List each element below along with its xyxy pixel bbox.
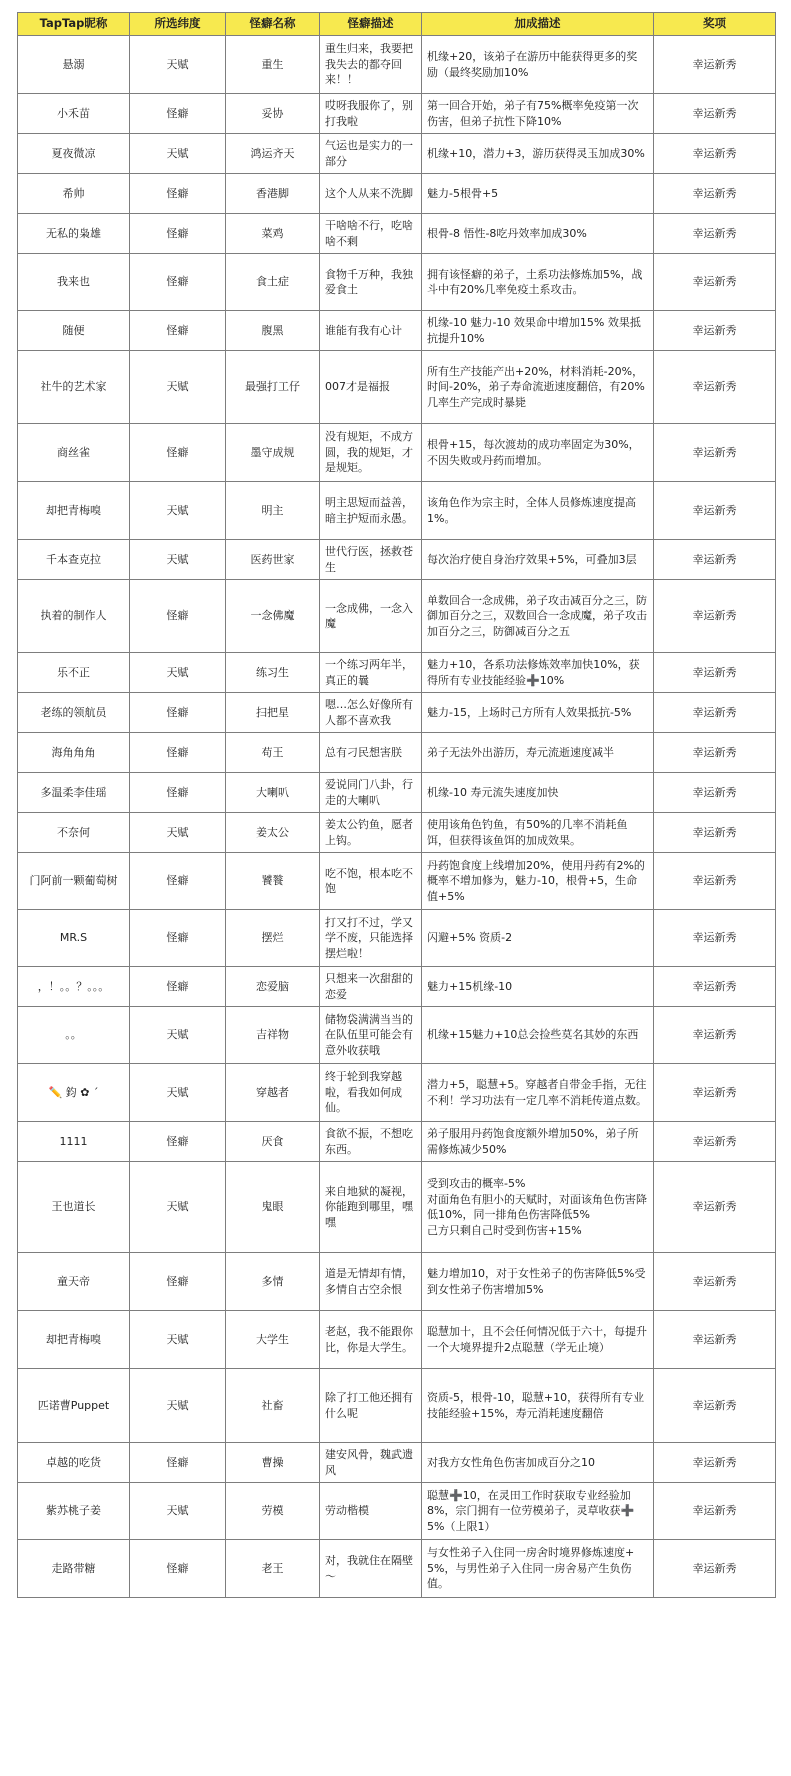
- quirk-description-cell: 谁能有我有心计: [320, 311, 422, 351]
- quirk-description-cell: 哎呀我服你了，别打我啦: [320, 94, 422, 134]
- award-cell: 幸运新秀: [654, 733, 776, 773]
- table-row: [18, 1540, 776, 1598]
- quirk-description-cell: 爱说同门八卦，行走的大喇叭: [320, 773, 422, 813]
- quirk-description-cell: 明主思短而益善，暗主护短而永愚。: [320, 482, 422, 540]
- table-row: [18, 813, 776, 853]
- bonus-description-cell: 魅力增加10，对于女性弟子的伤害降低5%受到女性弟子伤害增加5%: [422, 1253, 654, 1311]
- nickname-cell: 我来也: [18, 254, 130, 311]
- award-cell: 幸运新秀: [654, 1122, 776, 1162]
- table-row: [18, 311, 776, 351]
- table-row: [18, 653, 776, 693]
- bonus-description-cell: 魅力-5根骨+5: [422, 174, 654, 214]
- nickname-cell: ，！。。？。。。: [18, 967, 130, 1007]
- nickname-cell: 乐不正: [18, 653, 130, 693]
- quirk-description-cell: 除了打工他还拥有什么呢: [320, 1369, 422, 1443]
- dimension-cell: 天赋: [130, 351, 226, 424]
- dimension-cell: 怪癖: [130, 580, 226, 653]
- dimension-cell: 怪癖: [130, 1122, 226, 1162]
- award-cell: 幸运新秀: [654, 580, 776, 653]
- award-cell: 幸运新秀: [654, 853, 776, 910]
- nickname-cell: 门阿前一颗葡萄树: [18, 853, 130, 910]
- quirk-description-cell: 一个练习两年半，真正的曩: [320, 653, 422, 693]
- dimension-cell: 怪癖: [130, 1540, 226, 1598]
- nickname-cell: 海角角角: [18, 733, 130, 773]
- bonus-description-cell: 闪避+5% 资质-2: [422, 910, 654, 967]
- bonus-description-cell: 弟子服用丹药饱食度额外增加50%，弟子所需修炼减少50%: [422, 1122, 654, 1162]
- award-cell: 幸运新秀: [654, 1540, 776, 1598]
- nickname-cell: 却把青梅嗅: [18, 482, 130, 540]
- quirk-description-cell: 姜太公钓鱼，愿者上钩。: [320, 813, 422, 853]
- table-row: [18, 1007, 776, 1064]
- bonus-description-cell: 使用该角色钓鱼，有50%的几率不消耗鱼饵，但获得该鱼饵的加成效果。: [422, 813, 654, 853]
- table-row: [18, 1162, 776, 1253]
- dimension-cell: 怪癖: [130, 94, 226, 134]
- dimension-cell: 怪癖: [130, 1443, 226, 1483]
- nickname-cell: 商丝雀: [18, 424, 130, 482]
- quirk-name-cell: 多情: [226, 1253, 320, 1311]
- quirk-name-cell: 大学生: [226, 1311, 320, 1369]
- table-body: [18, 36, 776, 1598]
- quirk-name-cell: 厌食: [226, 1122, 320, 1162]
- nickname-cell: 千本查克拉: [18, 540, 130, 580]
- dimension-cell: 怪癖: [130, 853, 226, 910]
- quirk-description-cell: 干啥啥不行，吃啥啥不剩: [320, 214, 422, 254]
- quirk-description-cell: 气运也是实力的一部分: [320, 134, 422, 174]
- dimension-cell: 天赋: [130, 540, 226, 580]
- header-award: 奖项: [654, 13, 776, 36]
- nickname-cell: 老练的领航员: [18, 693, 130, 733]
- table-row: [18, 1064, 776, 1122]
- bonus-description-cell: 魅力-15，上场时己方所有人效果抵抗-5%: [422, 693, 654, 733]
- bonus-description-cell: 与女性弟子入住同一房舍时境界修炼速度+5%，与男性弟子入住同一房舍易产生负伤值。: [422, 1540, 654, 1598]
- nickname-cell: 。。: [18, 1007, 130, 1064]
- quirk-name-cell: 医药世家: [226, 540, 320, 580]
- bonus-description-cell: 机缘+20，该弟子在游历中能获得更多的奖励（最终奖励加10%: [422, 36, 654, 94]
- table-row: [18, 580, 776, 653]
- table-row: [18, 967, 776, 1007]
- dimension-cell: 天赋: [130, 1064, 226, 1122]
- quirk-name-cell: 扫把星: [226, 693, 320, 733]
- quirk-description-cell: 道是无情却有情，多情自古空余恨: [320, 1253, 422, 1311]
- award-cell: 幸运新秀: [654, 910, 776, 967]
- quirk-description-cell: 老赵，我不能跟你比，你是大学生。: [320, 1311, 422, 1369]
- table-row: [18, 254, 776, 311]
- quirk-description-cell: 总有刁民想害朕: [320, 733, 422, 773]
- award-cell: 幸运新秀: [654, 482, 776, 540]
- dimension-cell: 天赋: [130, 653, 226, 693]
- table-row: [18, 94, 776, 134]
- table-row: [18, 853, 776, 910]
- award-cell: 幸运新秀: [654, 540, 776, 580]
- dimension-cell: 怪癖: [130, 1253, 226, 1311]
- bonus-description-cell: 第一回合开始，弟子有75%概率免疫第一次伤害，但弟子抗性下降10%: [422, 94, 654, 134]
- table-row: [18, 351, 776, 424]
- quirk-description-cell: 储物袋满满当当的 在队伍里可能会有意外收获哦: [320, 1007, 422, 1064]
- award-cell: 幸运新秀: [654, 174, 776, 214]
- table-row: [18, 733, 776, 773]
- nickname-cell: 执着的制作人: [18, 580, 130, 653]
- dimension-cell: 天赋: [130, 1369, 226, 1443]
- quirk-description-cell: 来自地狱的凝视，你能跑到哪里，嘿嘿: [320, 1162, 422, 1253]
- award-cell: 幸运新秀: [654, 214, 776, 254]
- quirk-name-cell: 苟王: [226, 733, 320, 773]
- dimension-cell: 怪癖: [130, 967, 226, 1007]
- bonus-description-cell: 机缘+15魅力+10总会捡些莫名其妙的东西: [422, 1007, 654, 1064]
- bonus-description-cell: 聪慧➕10，在灵田工作时获取专业经验加8%，宗门拥有一位劳模弟子，灵草收获➕5%（上限1）: [422, 1483, 654, 1540]
- nickname-cell: 走路带糖: [18, 1540, 130, 1598]
- quirk-description-cell: 终于轮到我穿越啦，看我如何成仙。: [320, 1064, 422, 1122]
- nickname-cell: 童天帝: [18, 1253, 130, 1311]
- dimension-cell: 天赋: [130, 1007, 226, 1064]
- nickname-cell: 社牛的艺术家: [18, 351, 130, 424]
- table-row: [18, 482, 776, 540]
- bonus-description-cell: 机缘-10 魅力-10 效果命中增加15% 效果抵抗提升10%: [422, 311, 654, 351]
- quirk-description-cell: 007才是福报: [320, 351, 422, 424]
- award-cell: 幸运新秀: [654, 1483, 776, 1540]
- quirk-description-cell: 劳动楷模: [320, 1483, 422, 1540]
- award-cell: 幸运新秀: [654, 653, 776, 693]
- nickname-cell: 1111: [18, 1122, 130, 1162]
- dimension-cell: 天赋: [130, 1162, 226, 1253]
- dimension-cell: 怪癖: [130, 773, 226, 813]
- header-bonus-description: 加成描述: [422, 13, 654, 36]
- quirk-name-cell: 香港脚: [226, 174, 320, 214]
- table-row: [18, 214, 776, 254]
- quirk-description-cell: 这个人从来不洗脚: [320, 174, 422, 214]
- award-table: [17, 12, 776, 1598]
- table-row: [18, 910, 776, 967]
- bonus-description-cell: 根骨-8 悟性-8吃丹效率加成30%: [422, 214, 654, 254]
- award-cell: 幸运新秀: [654, 1007, 776, 1064]
- table-row: [18, 540, 776, 580]
- bonus-description-cell: 潜力+5，聪慧+5。穿越者自带金手指，无往不利！学习功法有一定几率不消耗传道点数。: [422, 1064, 654, 1122]
- dimension-cell: 怪癖: [130, 910, 226, 967]
- quirk-name-cell: 重生: [226, 36, 320, 94]
- bonus-description-cell: 弟子无法外出游历，寿元流逝速度减半: [422, 733, 654, 773]
- quirk-name-cell: 曹操: [226, 1443, 320, 1483]
- quirk-description-cell: 对，我就住在隔壁～: [320, 1540, 422, 1598]
- dimension-cell: 怪癖: [130, 733, 226, 773]
- bonus-description-cell: 根骨+15，每次渡劫的成功率固定为30%，不因失败或丹药而增加。: [422, 424, 654, 482]
- nickname-cell: 王也道长: [18, 1162, 130, 1253]
- quirk-description-cell: 食物千万种，我独爱食土: [320, 254, 422, 311]
- quirk-name-cell: 大喇叭: [226, 773, 320, 813]
- bonus-description-cell: 该角色作为宗主时，全体人员修炼速度提高1%。: [422, 482, 654, 540]
- dimension-cell: 怪癖: [130, 693, 226, 733]
- nickname-cell: 紫苏桃子姜: [18, 1483, 130, 1540]
- bonus-description-cell: 所有生产技能产出+20%，材料消耗-20%，时间-20%，弟子寿命流逝速度翻倍，有20%几率生产完成时暴毙: [422, 351, 654, 424]
- nickname-cell: 小禾苗: [18, 94, 130, 134]
- bonus-description-cell: 魅力+10，各系功法修炼效率加快10%，获得所有专业技能经验➕10%: [422, 653, 654, 693]
- quirk-name-cell: 吉祥物: [226, 1007, 320, 1064]
- bonus-description-cell: 丹药饱食度上线增加20%，使用丹药有2%的概率不增加修为，魅力-10，根骨+5，生命值+5%: [422, 853, 654, 910]
- quirk-description-cell: 只想来一次甜甜的恋爱: [320, 967, 422, 1007]
- dimension-cell: 怪癖: [130, 424, 226, 482]
- quirk-name-cell: 腹黑: [226, 311, 320, 351]
- nickname-cell: 不奈何: [18, 813, 130, 853]
- quirk-description-cell: 一念成佛，一念入魔: [320, 580, 422, 653]
- nickname-cell: 希帅: [18, 174, 130, 214]
- bonus-description-cell: 机缘+10，潜力+3，游历获得灵玉加成30%: [422, 134, 654, 174]
- quirk-description-cell: 没有规矩，不成方圆，我的规矩，才是规矩。: [320, 424, 422, 482]
- table-header-row: [18, 13, 776, 36]
- quirk-name-cell: 社畜: [226, 1369, 320, 1443]
- bonus-description-cell: 拥有该怪癖的弟子，土系功法修炼加5%，战斗中有20%几率免疫土系攻击。: [422, 254, 654, 311]
- quirk-name-cell: 妥协: [226, 94, 320, 134]
- quirk-name-cell: 明主: [226, 482, 320, 540]
- header-nickname: TapTap昵称: [18, 13, 130, 36]
- quirk-description-cell: 建安风骨，魏武遗风: [320, 1443, 422, 1483]
- dimension-cell: 怪癖: [130, 254, 226, 311]
- award-cell: 幸运新秀: [654, 254, 776, 311]
- award-cell: 幸运新秀: [654, 36, 776, 94]
- table-row: [18, 424, 776, 482]
- table-row: [18, 1443, 776, 1483]
- award-cell: 幸运新秀: [654, 94, 776, 134]
- nickname-cell: MR.S: [18, 910, 130, 967]
- table-row: [18, 1311, 776, 1369]
- bonus-description-cell: 资质-5，根骨-10，聪慧+10，获得所有专业技能经验+15%，寿元消耗速度翻倍: [422, 1369, 654, 1443]
- table-row: [18, 1253, 776, 1311]
- quirk-name-cell: 恋爱脑: [226, 967, 320, 1007]
- award-cell: 幸运新秀: [654, 1064, 776, 1122]
- award-cell: 幸运新秀: [654, 311, 776, 351]
- table-row: [18, 1483, 776, 1540]
- award-cell: 幸运新秀: [654, 424, 776, 482]
- dimension-cell: 天赋: [130, 482, 226, 540]
- quirk-name-cell: 一念佛魔: [226, 580, 320, 653]
- bonus-description-cell: 单数回合一念成佛，弟子攻击减百分之三，防御加百分之三，双数回合一念成魔，弟子攻击加百分之三，防御减百分之五: [422, 580, 654, 653]
- bonus-description-cell: 机缘-10 寿元流失速度加快: [422, 773, 654, 813]
- dimension-cell: 天赋: [130, 813, 226, 853]
- award-cell: 幸运新秀: [654, 1311, 776, 1369]
- dimension-cell: 怪癖: [130, 174, 226, 214]
- quirk-name-cell: 食土症: [226, 254, 320, 311]
- nickname-cell: 夏夜微凉: [18, 134, 130, 174]
- award-cell: 幸运新秀: [654, 967, 776, 1007]
- dimension-cell: 怪癖: [130, 311, 226, 351]
- dimension-cell: 天赋: [130, 1311, 226, 1369]
- award-cell: 幸运新秀: [654, 1162, 776, 1253]
- award-cell: 幸运新秀: [654, 813, 776, 853]
- award-cell: 幸运新秀: [654, 773, 776, 813]
- bonus-description-cell: 魅力+15机缘-10: [422, 967, 654, 1007]
- award-table-container: [17, 12, 775, 1598]
- award-cell: 幸运新秀: [654, 1369, 776, 1443]
- table-row: [18, 174, 776, 214]
- bonus-description-cell: 每次治疗使自身治疗效果+5%，可叠加3层: [422, 540, 654, 580]
- quirk-description-cell: 嗯…怎么好像所有人都不喜欢我: [320, 693, 422, 733]
- quirk-name-cell: 墨守成规: [226, 424, 320, 482]
- quirk-description-cell: 世代行医，拯救苍生: [320, 540, 422, 580]
- quirk-name-cell: 穿越者: [226, 1064, 320, 1122]
- nickname-cell: 匹诺曹Puppet: [18, 1369, 130, 1443]
- award-cell: 幸运新秀: [654, 134, 776, 174]
- nickname-cell: ✏️ 鈞 ✿ ˊ: [18, 1064, 130, 1122]
- table-row: [18, 693, 776, 733]
- award-cell: 幸运新秀: [654, 351, 776, 424]
- quirk-name-cell: 鸿运齐天: [226, 134, 320, 174]
- table-row: [18, 1122, 776, 1162]
- award-cell: 幸运新秀: [654, 1253, 776, 1311]
- nickname-cell: 悬溺: [18, 36, 130, 94]
- dimension-cell: 天赋: [130, 1483, 226, 1540]
- quirk-name-cell: 鬼眼: [226, 1162, 320, 1253]
- bonus-description-cell: 对我方女性角色伤害加成百分之10: [422, 1443, 654, 1483]
- nickname-cell: 无私的枭雄: [18, 214, 130, 254]
- quirk-name-cell: 摆烂: [226, 910, 320, 967]
- quirk-description-cell: 吃不饱，根本吃不饱: [320, 853, 422, 910]
- quirk-description-cell: 重生归来，我要把我失去的都夺回来！！: [320, 36, 422, 94]
- header-quirk-description: 怪癖描述: [320, 13, 422, 36]
- quirk-name-cell: 菜鸡: [226, 214, 320, 254]
- quirk-description-cell: 食欲不振，不想吃东西。: [320, 1122, 422, 1162]
- dimension-cell: 天赋: [130, 36, 226, 94]
- table-row: [18, 1369, 776, 1443]
- nickname-cell: 却把青梅嗅: [18, 1311, 130, 1369]
- table-row: [18, 134, 776, 174]
- header-dimension: 所选纬度: [130, 13, 226, 36]
- dimension-cell: 天赋: [130, 134, 226, 174]
- quirk-name-cell: 姜太公: [226, 813, 320, 853]
- quirk-name-cell: 最强打工仔: [226, 351, 320, 424]
- quirk-name-cell: 老王: [226, 1540, 320, 1598]
- quirk-description-cell: 打又打不过，学又学不废，只能选择摆烂啦！: [320, 910, 422, 967]
- nickname-cell: 卓越的吃货: [18, 1443, 130, 1483]
- nickname-cell: 随便: [18, 311, 130, 351]
- bonus-description-cell: 聪慧加十，且不会任何情况低于六十，每提升一个大境界提升2点聪慧（学无止境）: [422, 1311, 654, 1369]
- nickname-cell: 多温柔李佳瑶: [18, 773, 130, 813]
- quirk-name-cell: 劳模: [226, 1483, 320, 1540]
- quirk-name-cell: 饕餮: [226, 853, 320, 910]
- bonus-description-cell: 受到攻击的概率-5% 对面角色有胆小的天赋时，对面该角色伤害降低10%，同一排角色伤害降低5% 己方只剩自己时受到伤害+15%: [422, 1162, 654, 1253]
- table-row: [18, 36, 776, 94]
- header-quirk-name: 怪癖名称: [226, 13, 320, 36]
- table-row: [18, 773, 776, 813]
- award-cell: 幸运新秀: [654, 693, 776, 733]
- award-cell: 幸运新秀: [654, 1443, 776, 1483]
- quirk-name-cell: 练习生: [226, 653, 320, 693]
- dimension-cell: 怪癖: [130, 214, 226, 254]
